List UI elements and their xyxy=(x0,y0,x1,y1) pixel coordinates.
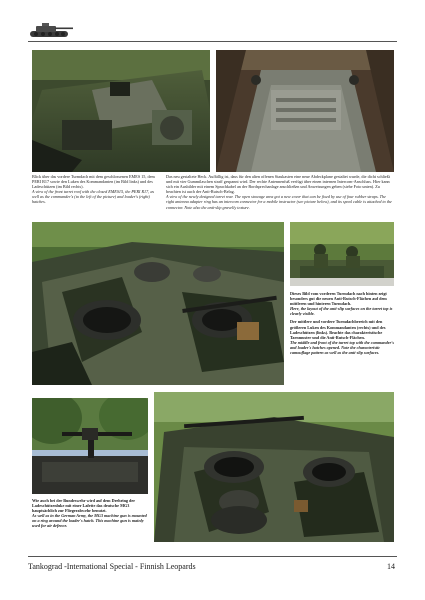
caption-de: Wie auch bei der Bundeswehr wird auf dem Drehring der Ladeschützenluke mit einer Lafette das deutsche MG3 hauptsächlich zur Fliegerabwehr benutzt. xyxy=(32,498,136,514)
caption-front-turret-roof xyxy=(32,174,160,205)
caption-en: The middle and front of the turret top with the commander's and loader's hatches opened. Note the characteristic camouflage pattern as well as the anti-slip surfaces. xyxy=(290,339,394,356)
caption-turret-rear xyxy=(166,174,394,210)
tank-logo-icon xyxy=(28,20,74,40)
caption-de: Das neu gestaltete Heck. Auffällig ist, dass für den alten offenen Staukasten eine neue Abdeckplane gestaltet wurde, die dicht schließt und mit vier Gummilaschen straff gespannt wird. Der rechte Antennenfuß verfügt über einen internen Intercom-Anschluss. Hier kann sich ein Ausbilder mit einem Sprachkabel an der Bordsprechanlage anschließen und Anweisungen geben (siehe Foto unten). Zu beachten ist auch der Anti-Rutsch-Belag. xyxy=(166,174,391,195)
header-rule xyxy=(28,41,397,42)
page-number: 14 xyxy=(387,562,395,571)
caption-en: As well as in the German Army, the MG3 machine gun is mounted on a ring around the loader's hatch. This machine gun is mainly used for air defence. xyxy=(32,513,147,529)
photo-turret-middle-front xyxy=(154,392,394,542)
caption-mg3 xyxy=(32,498,150,529)
photo-crew-on-turret xyxy=(290,222,394,286)
photo-turret-top-hatches xyxy=(32,222,284,385)
caption-de: Blick über das vordere Turmdach mit dem geschlossenen EMES 15, dem PERI R17 sowie den Luken des Kommandanten (im Bild links) und des Ladeschützen (im Bild rechts). xyxy=(32,174,155,190)
photo-mg3-machine-gun xyxy=(32,398,148,494)
footer-rule xyxy=(28,556,397,557)
caption-en: A view of the newly designed turret rear. The open stowage area got a new cover that can be fixed by use of four rubber straps. The right antenna adapter ring has an intercom connector for a mobile instructor (see picture below), and its spool cable is attached to the connector. Note also the anti-slip gravelly texture. xyxy=(166,194,392,210)
caption-de: Dieses Bild vom vorderen Turmdach nach hinten zeigt besonders gut die neuen Anti-Rutsch-Flächen auf dem mittleren und hinteren Turmdach. xyxy=(290,291,387,307)
footer-title: Tankograd -International Special - Finnish Leopards xyxy=(28,562,196,571)
photo-front-turret-roof xyxy=(32,50,210,172)
caption-de: Der mittlere und vordere Turmdachbereich mit den größeren Luken des Kommandanten (rechts) und des Ladeschützen (links). Beachte das charakteristische Tarnmuster und die Anti-Rutsch-Flächen. xyxy=(290,319,386,340)
caption-en: A view of the front turret roof with the closed EMES15, the PERI R17, as well as the commander's (to the left of the picture) and loader's (right) hatches. xyxy=(32,189,155,205)
photo-turret-rear xyxy=(216,50,394,172)
caption-anti-slip-surfaces xyxy=(290,291,394,355)
caption-en: Here, the layout of the anti-slip surfaces on the turret top is clearly visible. xyxy=(290,306,393,317)
